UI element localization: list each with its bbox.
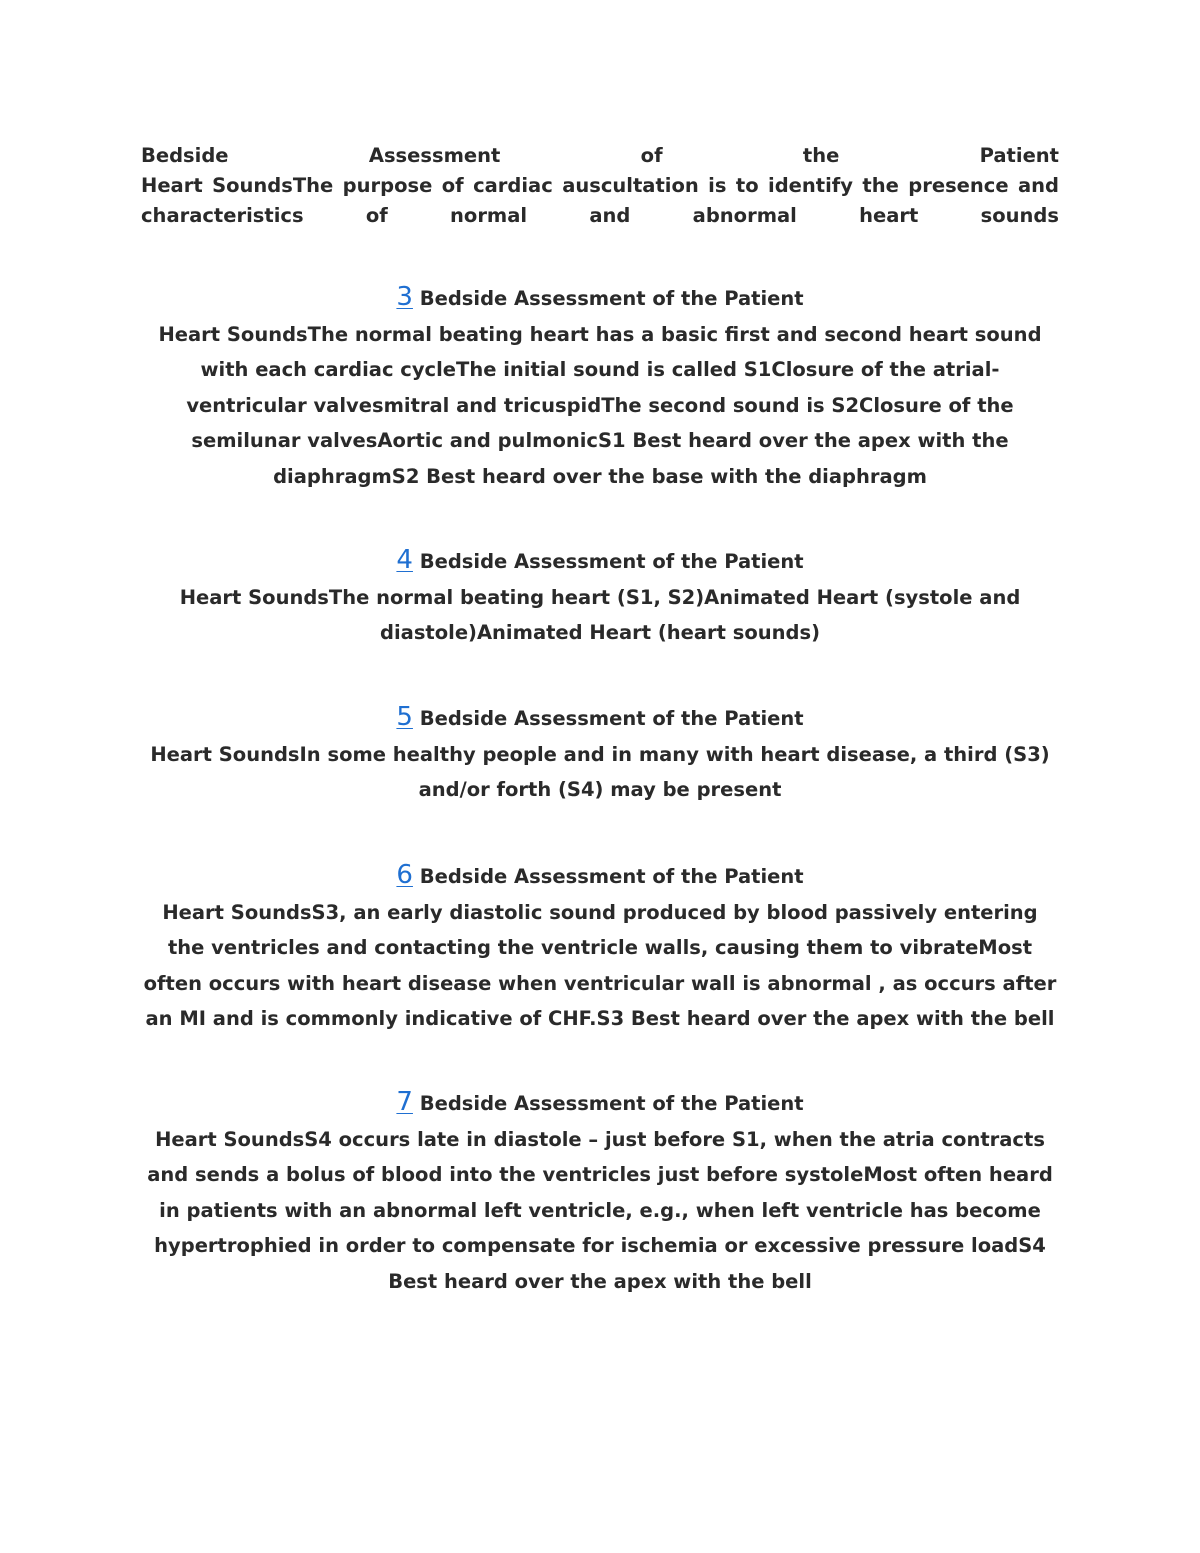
section-body: Heart SoundsS4 occurs late in diastole – just before S1, when the atria contracts and sends a bolus of blood into the ventricles just before systoleMost often heard in patients with an abnormal left ventricle, e.g., when left ventricle has become hypertrophied in order to compensate for ischemia or excessive pressure loadS4 Best heard over the apex with the bell (147, 1127, 1053, 1293)
slide-section-3 (141, 280, 1059, 494)
section-body: Heart SoundsIn some healthy people and in many with heart disease, a third (S3) and/or forth (S4) may be present (150, 742, 1050, 801)
slide-number-link[interactable]: 6 (396, 860, 413, 890)
section-title: Bedside Assessment of the Patient (419, 287, 804, 310)
slide-section-4 (141, 543, 1059, 651)
section-heading (141, 280, 1059, 317)
section-body: Heart SoundsS3, an early diastolic sound produced by blood passively entering the ventricles and contacting the ventricle walls, causing them to vibrateMost often occurs with heart disease when ventricular wall is abnormal , as occurs after an MI and is commonly indicative of CHF.S3 Best heard over the apex with the bell (143, 900, 1057, 1030)
section-title: Bedside Assessment of the Patient (419, 550, 804, 573)
section-body: Heart SoundsThe normal beating heart (S1, S2)Animated Heart (systole and diastole)Animated Heart (heart sounds) (179, 585, 1021, 644)
slide-number-link[interactable]: 5 (396, 702, 413, 732)
slide-number-link[interactable]: 4 (396, 545, 413, 575)
intro-text: Heart SoundsThe purpose of cardiac auscultation is to identify the presence and characteristics of normal and abnormal heart sounds (141, 174, 1059, 227)
slide-section-5 (141, 700, 1059, 808)
section-title: Bedside Assessment of the Patient (419, 707, 804, 730)
slide-section-6 (141, 858, 1059, 1037)
slide-number-link[interactable]: 3 (396, 282, 413, 312)
slide-number-link[interactable]: 7 (396, 1087, 413, 1117)
intro-title: Bedside Assessment of the Patient (141, 144, 1059, 167)
section-body: Heart SoundsThe normal beating heart has a basic first and second heart sound with each cardiac cycleThe initial sound is called S1Closure of the atrial-ventricular valvesmitral and tricuspidThe second sound is S2Closure of the semilunar valvesAortic and pulmonicS1 Best heard over the apex with the diaphragmS2 Best heard over the base with the diaphragm (158, 322, 1042, 488)
section-heading (141, 700, 1059, 737)
section-heading (141, 1085, 1059, 1122)
slide-section-7 (141, 1085, 1059, 1299)
section-title: Bedside Assessment of the Patient (419, 1092, 804, 1115)
section-heading (141, 858, 1059, 895)
intro-block (141, 141, 1059, 231)
section-title: Bedside Assessment of the Patient (419, 865, 804, 888)
section-heading (141, 543, 1059, 580)
